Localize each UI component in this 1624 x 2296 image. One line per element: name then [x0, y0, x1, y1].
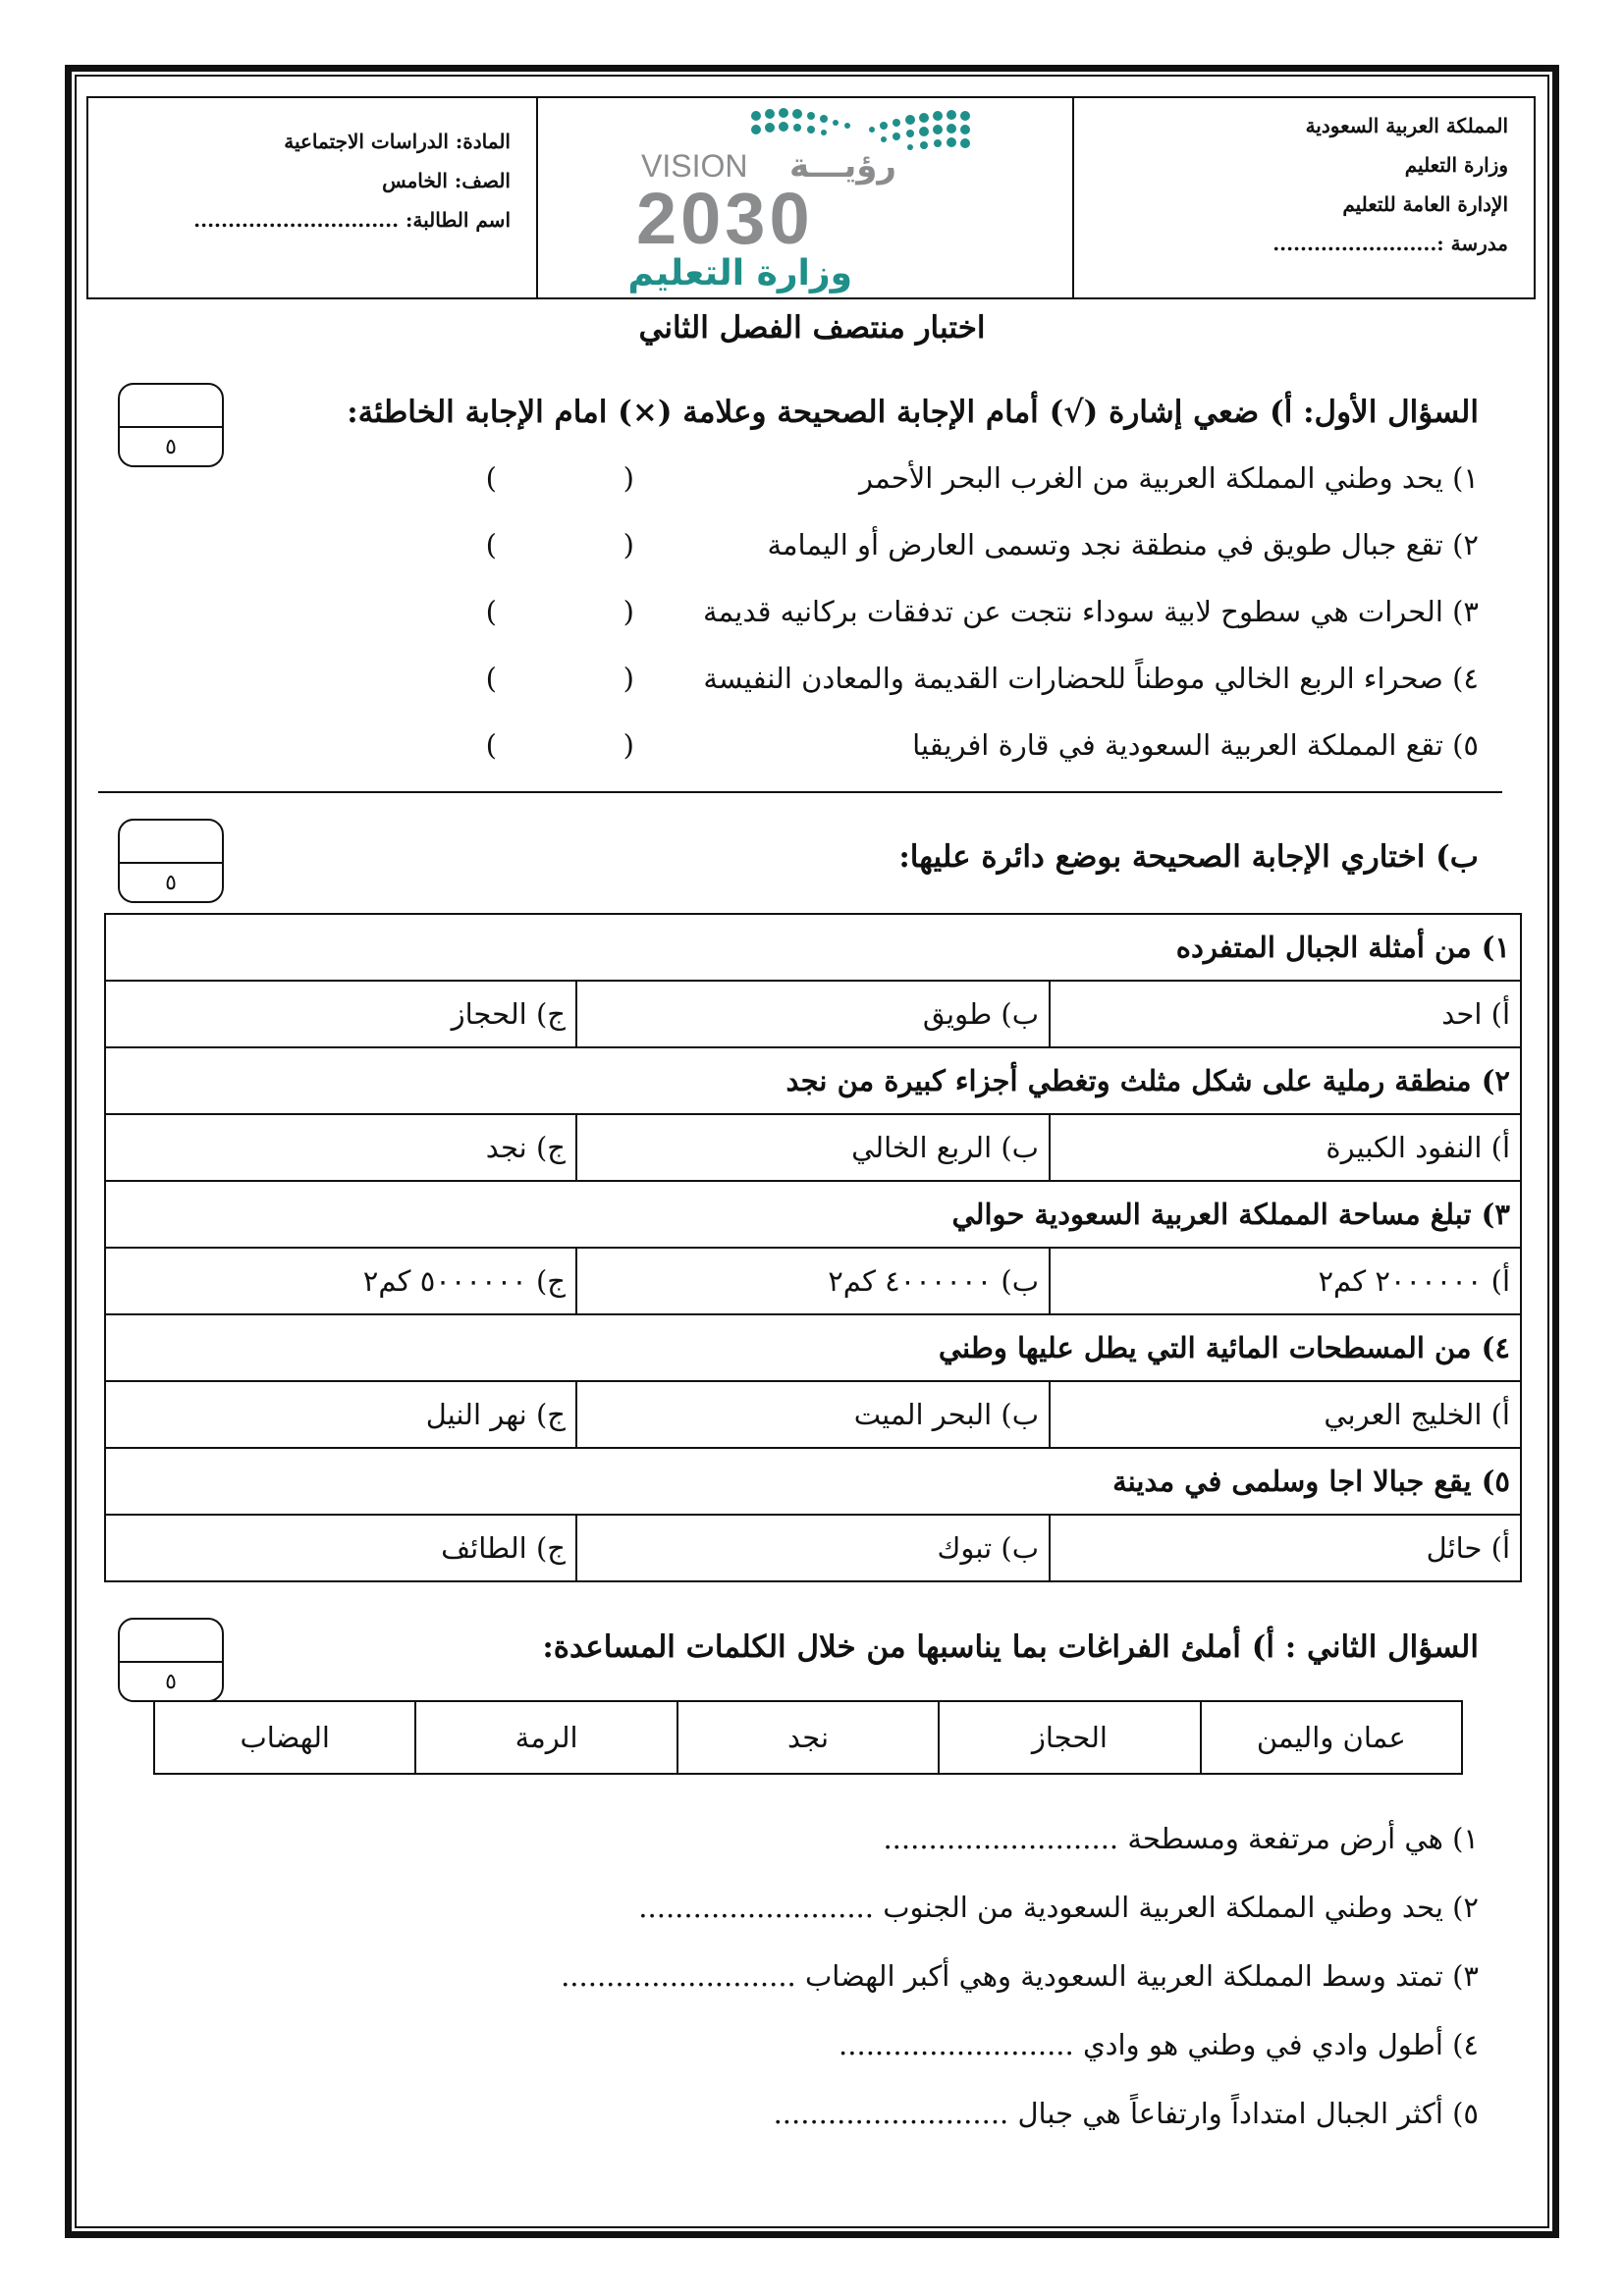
mcq-option-a[interactable]: أ) احد: [1050, 981, 1521, 1047]
tf-item-text: ٢) تقع جبال طويق في منطقة نجد وتسمى العارض أو اليمامة: [767, 528, 1479, 561]
logo-year-text: 2030: [636, 178, 814, 259]
q1b-heading: ب) اختاري الإجابة الصحيحة بوضع دائرة عليها:: [898, 839, 1479, 875]
q2a-heading: السؤال الثاني : أ) أملئ الفراغات بما يناسبها من خلال الكلمات المساعدة:: [542, 1629, 1479, 1665]
mcq-option-b[interactable]: ب) تبوك: [576, 1515, 1050, 1581]
tf-item-1: [143, 461, 1479, 510]
exam-title: اختبار منتصف الفصل الثاني: [638, 310, 986, 346]
tf-answer-open[interactable]: (: [623, 595, 634, 628]
logo-ministry-text: وزارة التعليم: [627, 253, 852, 294]
mcq-option-b[interactable]: ب) البحر الميت: [576, 1381, 1050, 1448]
vision-2030-logo: [538, 98, 1074, 297]
tf-item-text: ٤) صحراء الربع الخالي موطناً للحضارات القديمة والمعادن النفيسة: [703, 662, 1479, 695]
fill-item-5[interactable]: ٥) أكثر الجبال امتداداً وارتفاعاً هي جبال ..........................: [773, 2097, 1479, 2130]
tf-answer-close[interactable]: ): [485, 461, 497, 495]
logo-vision-text: VISION: [641, 148, 748, 184]
word-bank-item: الهضاب: [154, 1701, 415, 1774]
mcq-options-row: [105, 1381, 1521, 1448]
mcq-question-row: [105, 914, 1521, 981]
logo-dots: [751, 108, 970, 150]
tf-answer-open[interactable]: (: [623, 528, 634, 561]
mcq-options-row: [105, 1114, 1521, 1181]
exam-header: [86, 96, 1536, 299]
q1a-heading: السؤال الأول: أ) ضعي إشارة (√) أمام الإجابة الصحيحة وعلامة (×) امام الإجابة الخاطئة:: [347, 395, 1479, 430]
fill-item-1[interactable]: ١) هي أرض مرتفعة ومسطحة ..........................: [883, 1822, 1479, 1855]
q1a-score-box: [118, 383, 224, 467]
mcq-question: ٤) من المسطحات المائية التي يطل عليها وطني: [105, 1314, 1521, 1381]
header-logo-block: [536, 98, 1072, 297]
mcq-question-row: [105, 1314, 1521, 1381]
tf-answer-close[interactable]: ): [485, 595, 497, 628]
header-ministry: وزارة التعليم: [1404, 153, 1508, 177]
word-bank-item: الرمة: [415, 1701, 677, 1774]
mcq-question-row: [105, 1047, 1521, 1114]
mcq-options-row: [105, 1515, 1521, 1581]
mcq-question: ١) من أمثلة الجبال المتفرده: [105, 914, 1521, 981]
mcq-options-row: [105, 1248, 1521, 1314]
mcq-options-row: [105, 981, 1521, 1047]
q1b-score-box: [118, 819, 224, 903]
mcq-question-row: [105, 1181, 1521, 1248]
q2a-score-box: [118, 1618, 224, 1702]
mcq-option-a[interactable]: أ) الخليج العربي: [1050, 1381, 1521, 1448]
word-bank: [153, 1700, 1463, 1775]
mcq-option-a[interactable]: أ) ٢٠٠٠٠٠٠ كم٢: [1050, 1248, 1521, 1314]
header-kingdom: المملكة العربية السعودية: [1305, 114, 1508, 137]
tf-answer-open[interactable]: (: [623, 662, 634, 695]
mcq-question-row: [105, 1448, 1521, 1515]
header-subject: المادة: الدراسات الاجتماعية: [284, 130, 511, 153]
mcq-option-c[interactable]: ج) نهر النيل: [105, 1381, 576, 1448]
tf-item-3: [143, 595, 1479, 644]
mcq-option-a[interactable]: أ) النفود الكبيرة: [1050, 1114, 1521, 1181]
logo-ruya-text: رؤيـــة: [789, 146, 896, 186]
tf-item-4: [143, 662, 1479, 711]
mcq-option-c[interactable]: ج) الحجاز: [105, 981, 576, 1047]
word-bank-item: نجد: [677, 1701, 939, 1774]
mcq-question: ٥) يقع جبالا اجا وسلمى في مدينة: [105, 1448, 1521, 1515]
tf-answer-close[interactable]: ): [485, 662, 497, 695]
header-student-block: [88, 98, 536, 297]
fill-item-2[interactable]: ٢) يحد وطني المملكة العربية السعودية من الجنوب ..........................: [638, 1891, 1479, 1924]
tf-item-text: ٥) تقع المملكة العربية السعودية في قارة افريقيا: [912, 728, 1479, 762]
fill-item-3[interactable]: ٣) تمتد وسط المملكة العربية السعودية وهي أكبر الهضاب ..........................: [561, 1959, 1479, 1993]
tf-answer-open[interactable]: (: [623, 461, 634, 495]
mcq-question: ٢) منطقة رملية على شكل مثلث وتغطي أجزاء كبيرة من نجد: [105, 1047, 1521, 1114]
mcq-option-c[interactable]: ج) ٥٠٠٠٠٠٠ كم٢: [105, 1248, 576, 1314]
header-grade: الصف: الخامس: [382, 169, 511, 192]
tf-item-text: ١) يحد وطني المملكة العربية من الغرب البحر الأحمر: [859, 461, 1479, 495]
q1a-score: ٥: [165, 435, 177, 459]
mcq-question: ٣) تبلغ مساحة المملكة العربية السعودية حوالي: [105, 1181, 1521, 1248]
mcq-option-a[interactable]: أ) حائل: [1050, 1515, 1521, 1581]
header-admin: الإدارة العامة للتعليم: [1342, 192, 1508, 216]
header-ministry-block: [1072, 98, 1534, 297]
tf-item-2: [143, 528, 1479, 577]
mcq-option-b[interactable]: ب) ٤٠٠٠٠٠٠ كم٢: [576, 1248, 1050, 1314]
tf-answer-open[interactable]: (: [623, 728, 634, 762]
tf-answer-close[interactable]: ): [485, 528, 497, 561]
q2a-score: ٥: [165, 1670, 177, 1694]
mcq-table: [104, 913, 1522, 1582]
q1b-score: ٥: [165, 871, 177, 895]
mcq-option-c[interactable]: ج) نجد: [105, 1114, 576, 1181]
mcq-option-b[interactable]: ب) الربع الخالي: [576, 1114, 1050, 1181]
section-divider: [98, 791, 1502, 793]
tf-item-text: ٣) الحرات هي سطوح لابية سوداء نتجت عن تدفقات بركانيه قديمة: [702, 595, 1479, 628]
fill-item-4[interactable]: ٤) أطول وادي في وطني هو وادي ..........................: [839, 2028, 1479, 2061]
mcq-option-c[interactable]: ج) الطائف: [105, 1515, 576, 1581]
tf-answer-close[interactable]: ): [485, 728, 497, 762]
mcq-option-b[interactable]: ب) طويق: [576, 981, 1050, 1047]
header-school: مدرسة :........................: [1272, 232, 1508, 255]
tf-item-5: [143, 728, 1479, 777]
word-bank-item: عمان واليمن: [1201, 1701, 1462, 1774]
word-bank-item: الحجاز: [939, 1701, 1200, 1774]
header-student-name[interactable]: اسم الطالبة: ..............................: [193, 208, 511, 232]
